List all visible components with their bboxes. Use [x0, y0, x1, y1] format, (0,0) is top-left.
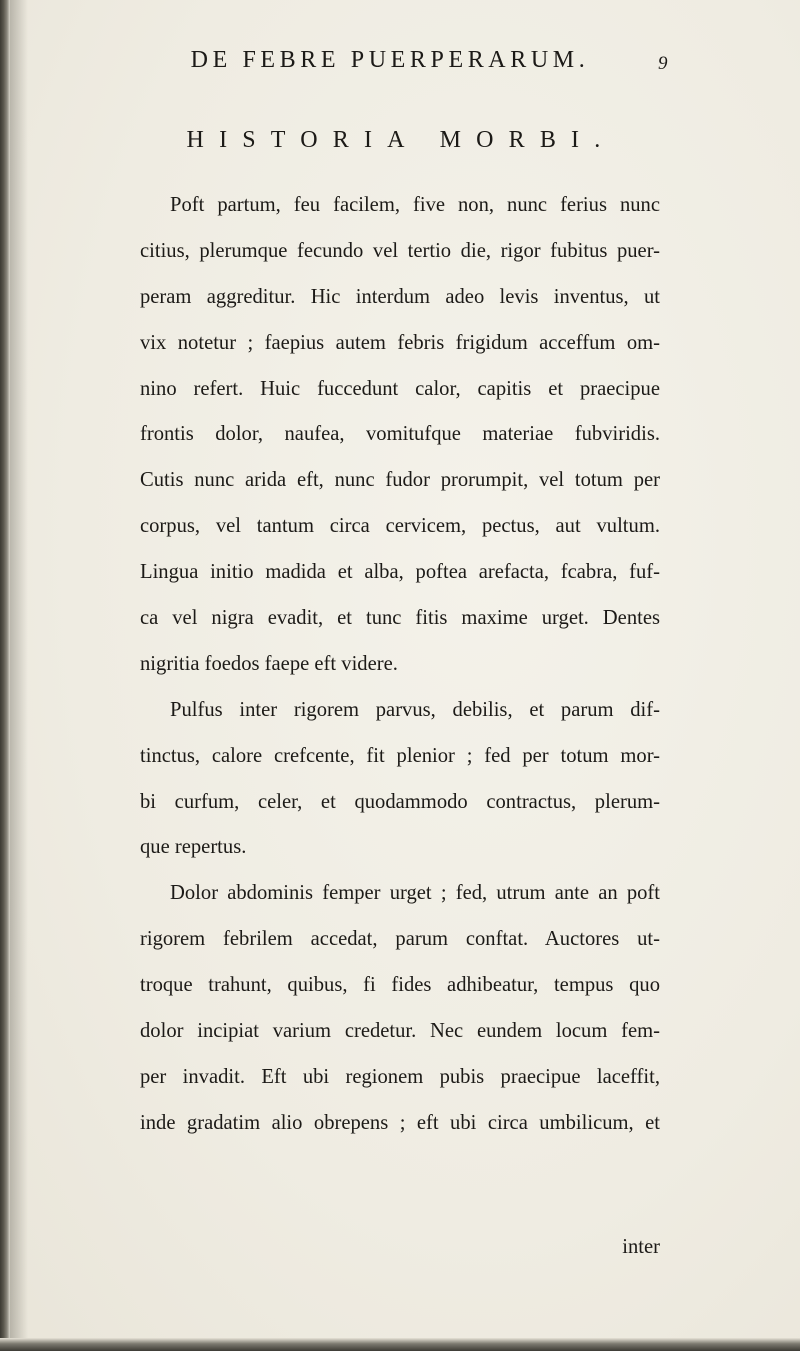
text-line: bi curfum, celer, et quodammodo contractus, plerum-	[140, 790, 660, 813]
body-text	[140, 190, 660, 1154]
text-line: inde gradatim alio obrepens ; eft ubi circa umbilicum, et	[140, 1111, 660, 1134]
running-head	[0, 44, 800, 84]
catchword: inter	[622, 1236, 660, 1258]
text-line: dolor incipiat varium credetur. Nec eundem locum fem-	[140, 1020, 660, 1043]
text-line: Poft partum, feu facilem, five non, nunc ferius nunc	[170, 194, 660, 216]
text-line: Lingua initio madida et alba, poftea arefacta, fcabra, fuf-	[140, 561, 660, 584]
text-line: nino refert. Huic fuccedunt calor, capitis et praecipue	[140, 377, 660, 400]
text-line: citius, plerumque fecundo vel tertio die, rigor fubitus puer-	[140, 239, 660, 262]
text-line: peram aggreditur. Hic interdum adeo levis inventus, ut	[140, 285, 660, 308]
section-heading: HISTORIA MORBI.	[186, 127, 616, 153]
text-line: corpus, vel tantum circa cervicem, pectus, aut vultum.	[140, 515, 660, 538]
binding-shadow	[10, 0, 28, 1351]
page-binding-edge	[0, 0, 10, 1351]
text-line: tinctus, calore crefcente, fit plenior ; fed per totum mor-	[140, 744, 660, 767]
text-line: frontis dolor, naufea, vomitufque materiae fubviridis.	[140, 423, 660, 446]
text-line: per invadit. Eft ubi regionem pubis praecipue laceffit,	[140, 1065, 660, 1088]
text-line: troque trahunt, quibus, fi fides adhibeatur, tempus quo	[140, 974, 660, 997]
text-line: ca vel nigra evadit, et tunc fitis maxime urget. Dentes	[140, 607, 660, 630]
catchword-row	[140, 1232, 660, 1268]
text-line: nigritia foedos faepe eft videre.	[140, 652, 398, 675]
page-number: 9	[658, 53, 668, 74]
text-line: vix notetur ; faepius autem febris frigidum acceffum om-	[140, 331, 660, 354]
text-line: Dolor abdominis femper urget ; fed, utrum ante an poft	[170, 882, 660, 905]
running-head-title: DE FEBRE PUERPERARUM.	[190, 47, 590, 73]
page-bottom-edge	[0, 1338, 800, 1351]
text-line: Cutis nunc arida eft, nunc fudor prorumpit, vel totum per	[140, 469, 660, 492]
text-line: rigorem febrilem accedat, parum conftat. Auctores ut-	[140, 928, 660, 951]
text-line: que repertus.	[140, 836, 247, 859]
text-line: Pulfus inter rigorem parvus, debilis, et parum dif-	[170, 698, 660, 721]
